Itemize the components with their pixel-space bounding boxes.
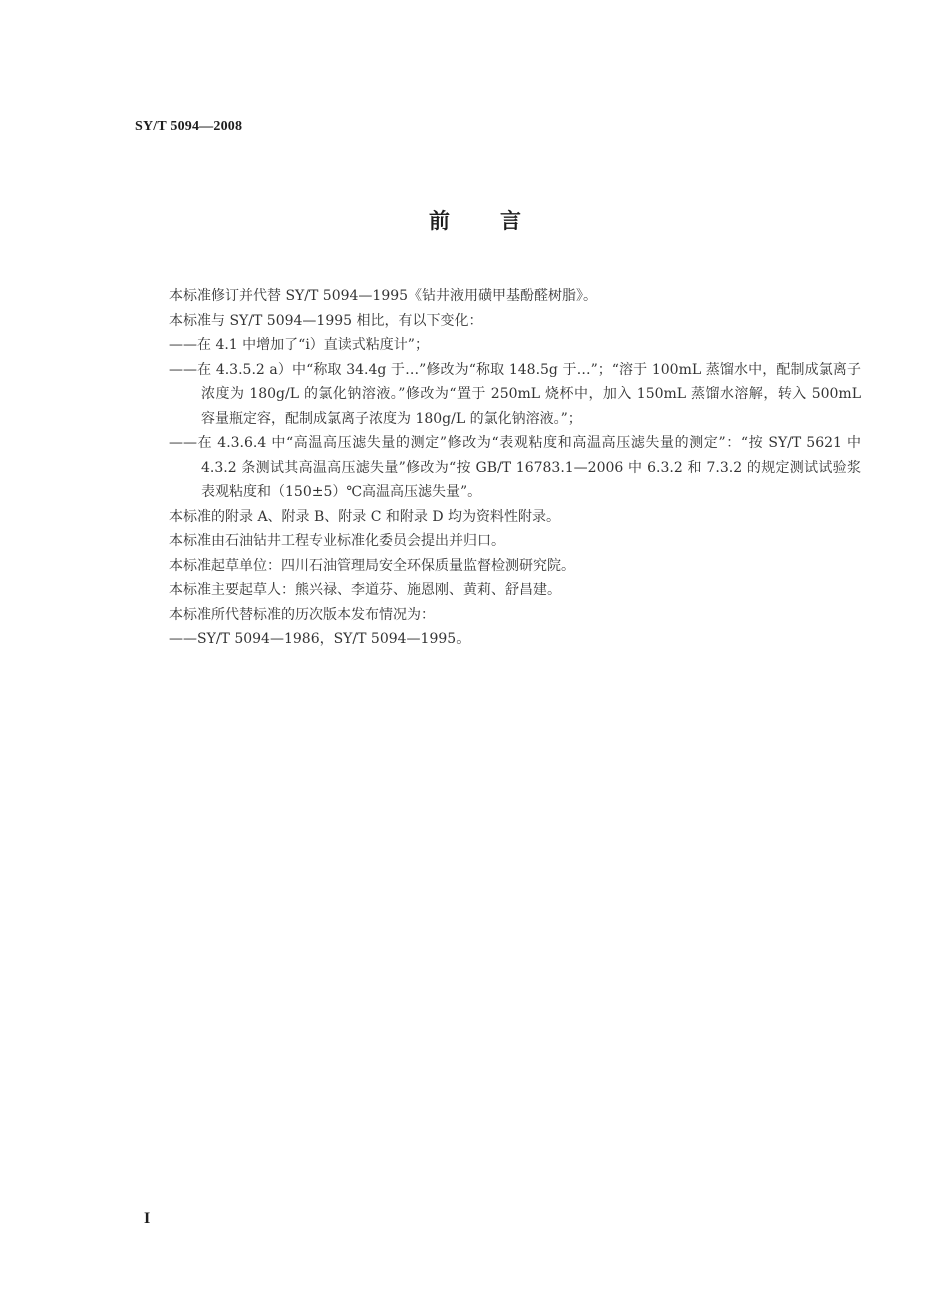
history-item: ——SY/T 5094—1986，SY/T 5094—1995。 bbox=[169, 631, 471, 647]
paragraph-changes-intro: 本标准与 SY/T 5094—1995 相比，有以下变化： bbox=[169, 312, 483, 329]
paragraph-supersedes: 本标准修订并代替 SY/T 5094—1995《钻井液用磺甲基酚醛树脂》。 bbox=[169, 288, 598, 304]
paragraph-drafters: 本标准主要起草人：熊兴禄、李道芬、施恩刚、黄莉、舒昌建。 bbox=[169, 582, 561, 598]
paragraph-drafting-unit: 本标准起草单位：四川石油管理局安全环保质量监督检测研究院。 bbox=[169, 557, 575, 574]
page-title: 前言 bbox=[429, 208, 571, 233]
change-item: ——在 4.3.5.2 a）中“称取 34.4g 于…”修改为“称取 148.5g 于…”；“溶于 100mL 蒸馏水中，配制成氯离子浓度为 180g/L 的氯化钠溶液。”修改为“置于 250mL 烧杯中，加入 150mL 蒸馏水溶解，转入 500mL 容量瓶定容，配制成氯离子浓度为 180g/L 的氯化钠溶液。”； bbox=[169, 361, 861, 427]
paragraph-proposer: 本标准由石油钻井工程专业标准化委员会提出并归口。 bbox=[169, 533, 505, 549]
change-item: ——在 4.3.6.4 中“高温高压滤失量的测定”修改为“表观粘度和高温高压滤失量的测定”：“按 SY/T 5621 中 4.3.2 条测试其高温高压滤失量”修改为“按 GB/T 16783.1—2006 中 6.3.2 和 7.3.2 的规定测试试验浆表观粘度和（150±5）℃高温高压滤失量”。 bbox=[169, 435, 861, 500]
page-number: I bbox=[144, 1210, 151, 1227]
change-item: ——在 4.1 中增加了“i）直读式粘度计”； bbox=[169, 337, 429, 353]
paragraph-appendices: 本标准的附录 A、附录 B、附录 C 和附录 D 均为资料性附录。 bbox=[169, 508, 561, 525]
document-body bbox=[169, 284, 861, 652]
paragraph-history-intro: 本标准所代替标准的历次版本发布情况为： bbox=[169, 606, 435, 623]
standard-code: SY/T 5094—2008 bbox=[135, 119, 243, 134]
